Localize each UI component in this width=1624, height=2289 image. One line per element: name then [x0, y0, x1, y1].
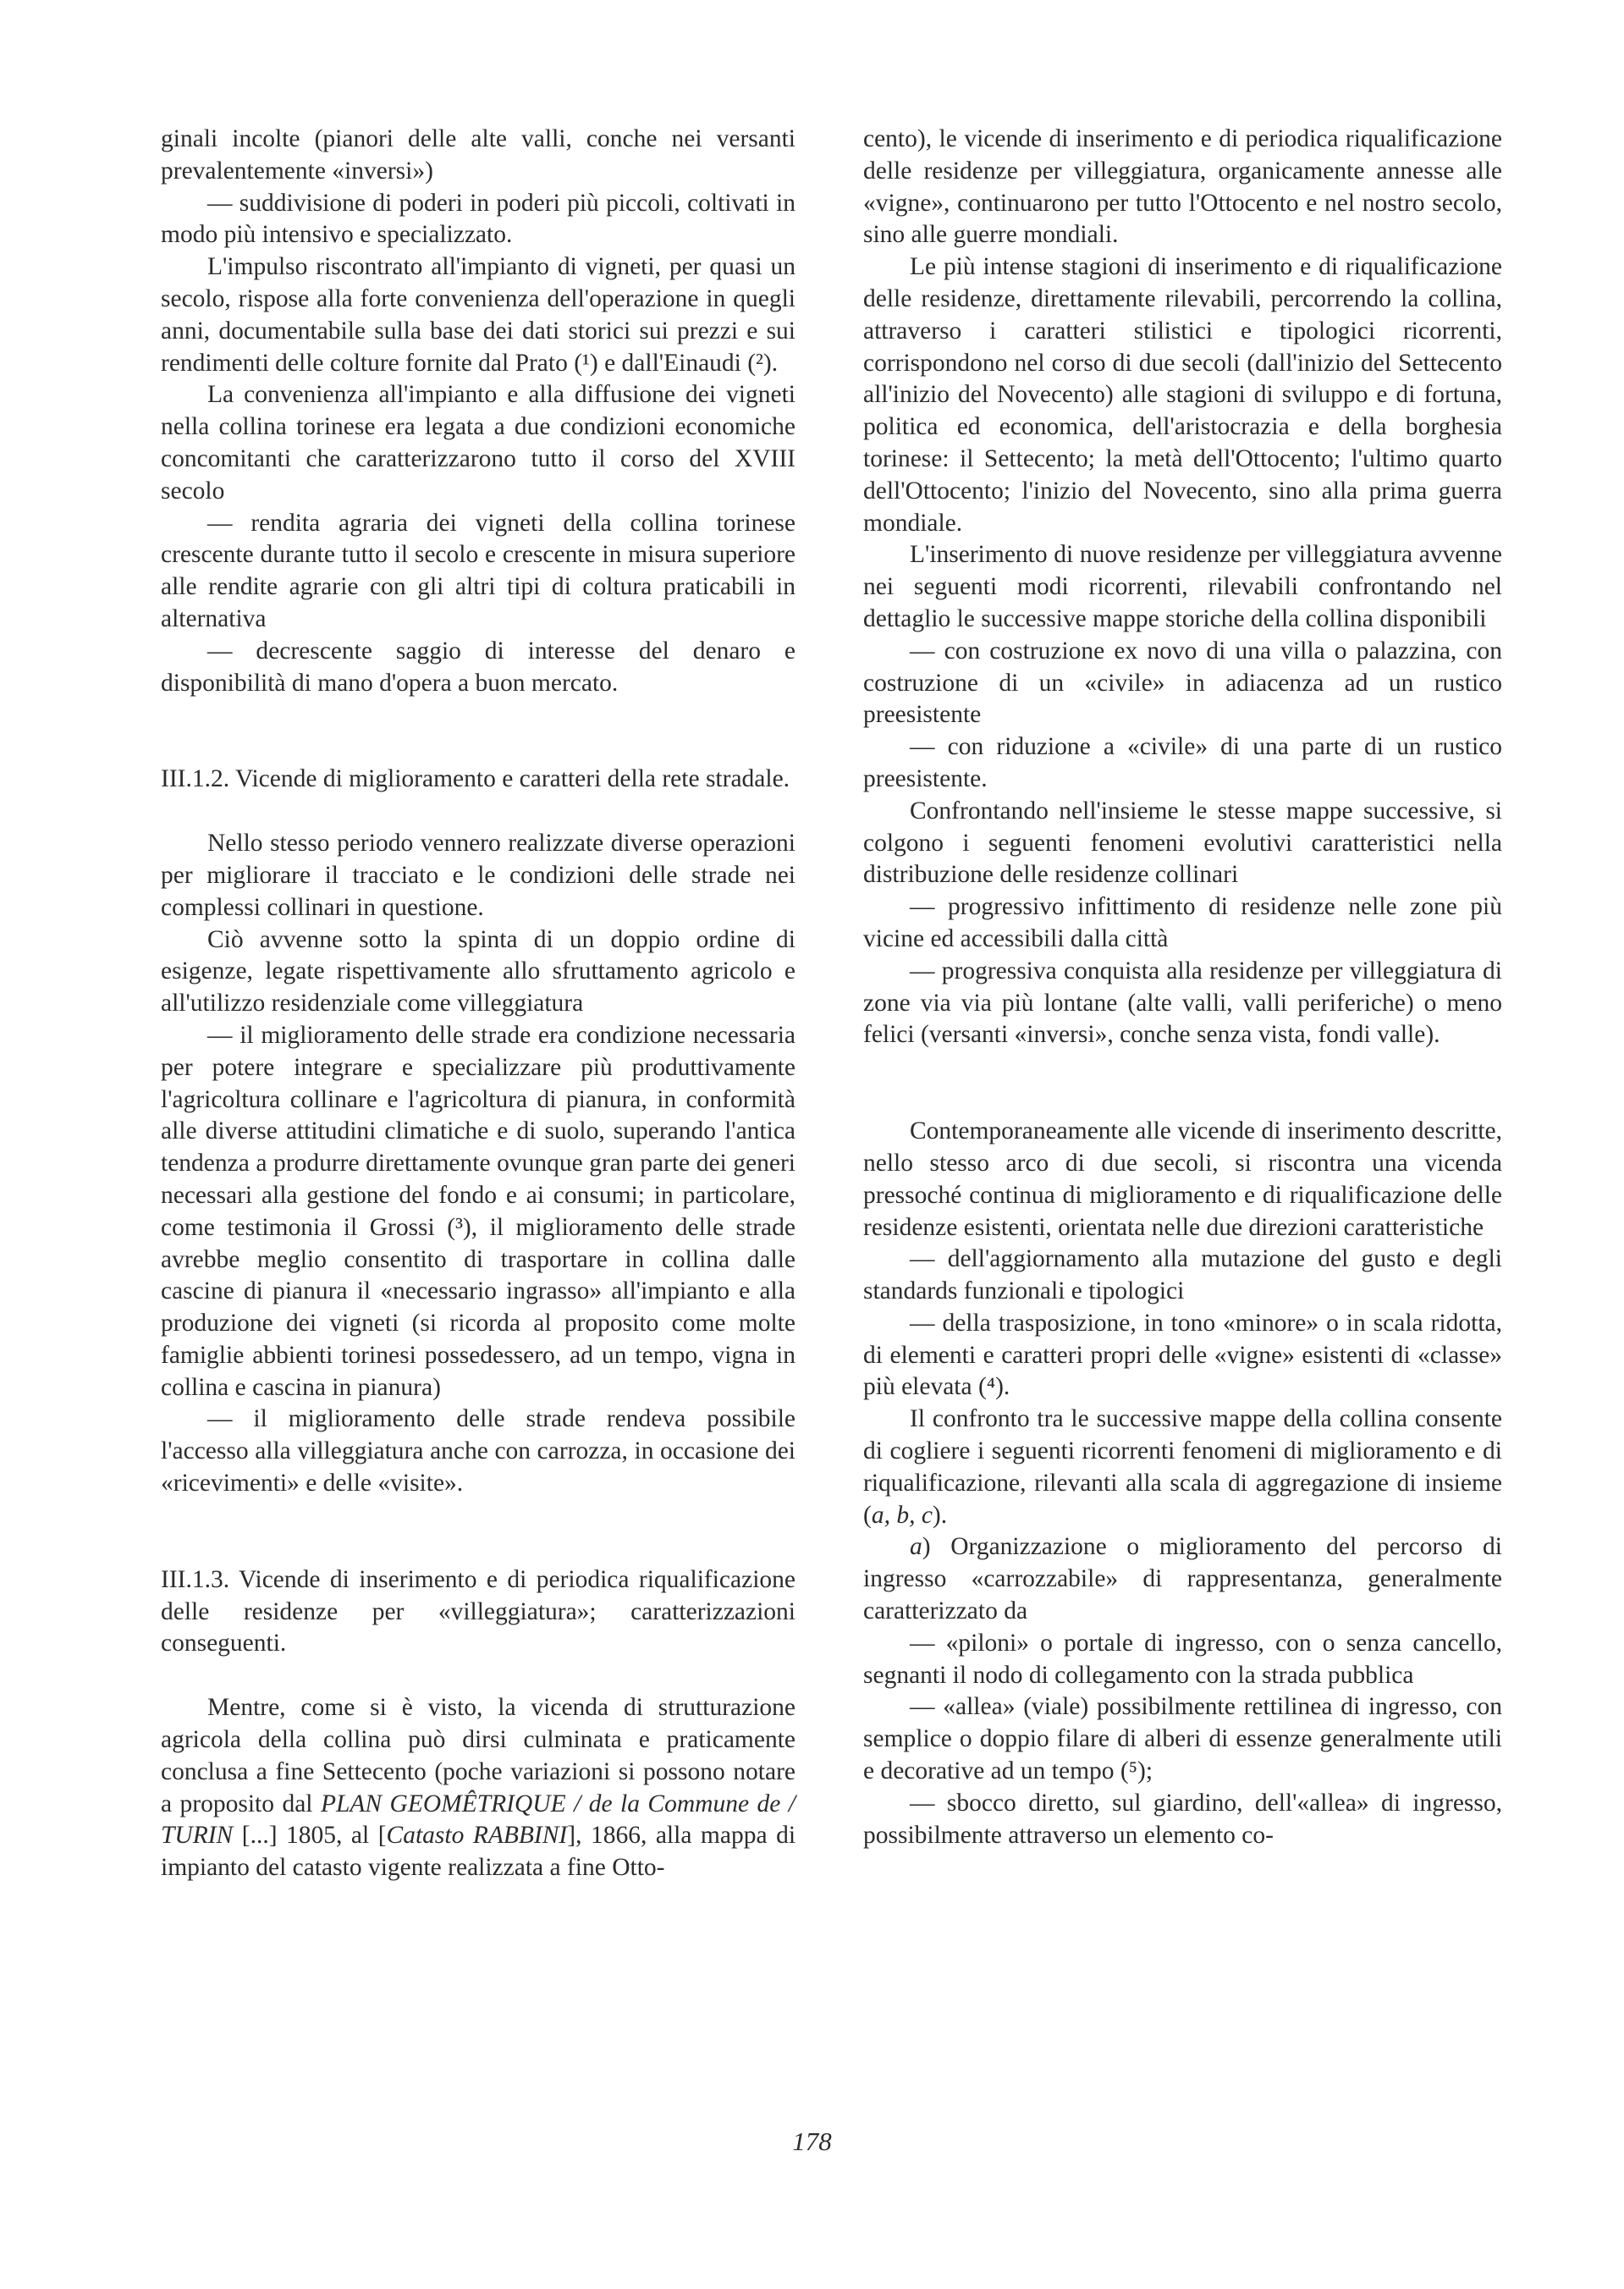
paragraph: L'impulso riscontrato all'impianto di vigneti, per quasi un secolo, rispose alla forte convenienza dell'operazione in quegli anni, documentabile sulla base dei dati storici sui prezzi e sui rendimenti delle colture fornite dal Prato (¹) e dall'Einaudi (²).: [161, 253, 795, 377]
paragraph: [863, 1404, 1502, 1531]
list-item: — «piloni» o portale di ingresso, con o senza cancello, segnanti il nodo di collegamento con la strada pubblica: [863, 1629, 1502, 1689]
paragraph: cento), le vicende di inserimento e di periodica riqualificazione delle residenze per villeggiatura, organicamente annesse alle «vigne», continuarono per tutto l'Ottocento e nel nostro secolo, sino alle guerre mondiali.: [863, 125, 1502, 249]
section-heading: III.1.3. Vicende di inserimento e di periodica riqualificazione delle residenze per «villeggiatura»; caratterizzazioni conseguenti.: [161, 1565, 795, 1657]
list-item: — con riduzione a «civile» di una parte di un rustico preesistente.: [863, 733, 1502, 792]
section-heading: III.1.2. Vicende di miglioramento e caratteri della rete stradale.: [161, 765, 790, 793]
list-item: — il miglioramento delle strade rendeva possibile l'accesso alla villeggiatura anche con carrozza, in occasione dei «ricevimenti» e delle «visite».: [161, 1405, 795, 1498]
list-item: — della trasposizione, in tono «minore» o in scala ridotta, di elementi e caratteri propri delle «vigne» esistenti di «classe» più elevata (⁴).: [863, 1309, 1502, 1401]
list-item: — rendita agraria dei vigneti della collina torinese crescente durante tutto il secolo e crescente in misura superiore alle rendite agrarie con gli altri tipi di coltura praticabili in alternativa: [161, 509, 795, 632]
paragraph: ginali incolte (pianori delle alte valli, conche nei versanti prevalentemente «inversi»): [161, 125, 795, 185]
paragraph: Contemporaneamente alle vicende di inserimento descritte, nello stesso arco di due secoli, si riscontra una vicenda pressoché continua di miglioramento e di riqualificazione delle residenze esistenti, orientata nelle due direzioni caratteristiche: [863, 1117, 1502, 1241]
item-label: a: [910, 1533, 922, 1561]
list-item: — progressiva conquista alla residenze per villeggiatura di zone via via più lontane (alte valli, valli periferiche) o meno felici (versanti «inversi», conche senza vista, fondi valle).: [863, 957, 1502, 1049]
paragraph: Ciò avvenne sotto la spinta di un doppio ordine di esigenze, legate rispettivamente allo sfruttamento agricolo e all'utilizzo residenziale come villeggiatura: [161, 925, 795, 1018]
paragraph: L'inserimento di nuove residenze per villeggiatura avvenne nei seguenti modi ricorrenti, rilevabili confrontando nel dettaglio le successive mappe storiche della collina disponibili: [863, 541, 1502, 632]
map-title: Catasto RABBINI: [386, 1822, 568, 1850]
list-item: — dell'aggiornamento alla mutazione del gusto e degli standards funzionali e tipologici: [863, 1245, 1502, 1305]
left-column: [161, 124, 795, 1884]
text-run: ) Organizzazione o miglioramento del percorso di ingresso «carrozzabile» di rappresentanza, generalmente caratterizzato da: [863, 1533, 1502, 1625]
right-column: [863, 124, 1502, 1851]
paragraph: [161, 1692, 795, 1884]
italic-letters: a, b, c: [871, 1501, 933, 1529]
list-item: — decrescente saggio di interesse del denaro e disponibilità di mano d'opera a buon mercato.: [161, 637, 795, 697]
text-run: [...] 1805, al [: [233, 1822, 387, 1850]
list-item: — suddivisione di poderi in poderi più piccoli, coltivati in modo più intensivo e specializzato.: [161, 189, 795, 249]
list-item: — il miglioramento delle strade era condizione necessaria per potere integrare e specializzare più produttivamente l'agricoltura collinare e l'agricoltura di pianura, in conformità alle diverse attitudini climatiche e di suolo, superando l'antica tendenza a produrre direttamente ovunque gran parte dei generi necessari alla gestione del fondo e ai consumi; in particolare, come testimonia il Grossi (³), il miglioramento delle strade avrebbe meglio consentito di trasportare in collina dalle cascine di pianura il «necessario ingrasso» all'impianto e alla produzione dei vigneti (si ricorda al proposito come molte famiglie abbienti torinesi possedessero, ad un tempo, vigna in collina e cascina in pianura): [161, 1021, 795, 1401]
paragraph: Nello stesso periodo vennero realizzate diverse operazioni per migliorare il tracciato e le condizioni delle strade nei complessi collinari in questione.: [161, 830, 795, 921]
map-title: PLAN GEOMÊTRIQUE / de la Commune de / TURIN: [161, 1790, 795, 1850]
paragraph: Le più intense stagioni di inserimento e di riqualificazione delle residenze, direttamente rilevabili, percorrendo la collina, attraverso i caratteri stilistici e tipologici ricorrenti, corrispondono nel corso di due secoli (dall'inizio del Settecento all'inizio del Novecento) alle stagioni di sviluppo e di fortuna, politica ed economica, dell'aristocrazia e della borghesia torinese: il Settecento; la metà dell'Ottocento; l'ultimo quarto dell'Ottocento; l'inizio del Novecento, sino alla prima guerra mondiale.: [863, 253, 1502, 537]
text-run: Il confronto tra le successive mappe della collina consente di cogliere i seguenti ricorrenti fenomeni di miglioramento e di riqualificazione, rilevanti alla scala di aggregazione di insieme (: [863, 1405, 1502, 1529]
list-item: — con costruzione ex novo di una villa o palazzina, con costruzione di un «civile» in adiacenza ad un rustico preesistente: [863, 637, 1502, 729]
paragraph: Confrontando nell'insieme le stesse mappe successive, si colgono i seguenti fenomeni evolutivi caratteristici nella distribuzione delle residenze collinari: [863, 797, 1502, 889]
text-run: ).: [932, 1501, 948, 1529]
page-number: 178: [792, 2126, 832, 2156]
list-item: — «allea» (viale) possibilmente rettilinea di ingresso, con semplice o doppio filare di alberi di essenze generalmente utili e decorative ad un tempo (⁵);: [863, 1693, 1502, 1785]
list-item: — sbocco diretto, sul giardino, dell'«allea» di ingresso, possibilmente attraverso un elemento co-: [863, 1789, 1502, 1849]
paragraph: La convenienza all'impianto e alla diffusione dei vigneti nella collina torinese era legata a due condizioni economiche concomitanti che caratterizzarono tutto il corso del XVIII secolo: [161, 381, 795, 505]
list-item: [863, 1531, 1502, 1627]
list-item: — progressivo infittimento di residenze nelle zone più vicine ed accessibili dalla città: [863, 893, 1502, 952]
text-run: Mentre, come si è visto, la vicenda di strutturazione agricola della collina può dirsi culminata e praticamente conclusa a fine Settecento (poche variazioni si possono notare a proposito dal: [161, 1694, 795, 1817]
text-run: ], 1866, alla mappa di impianto del catasto vigente realizzata a fine Otto-: [161, 1822, 796, 1882]
